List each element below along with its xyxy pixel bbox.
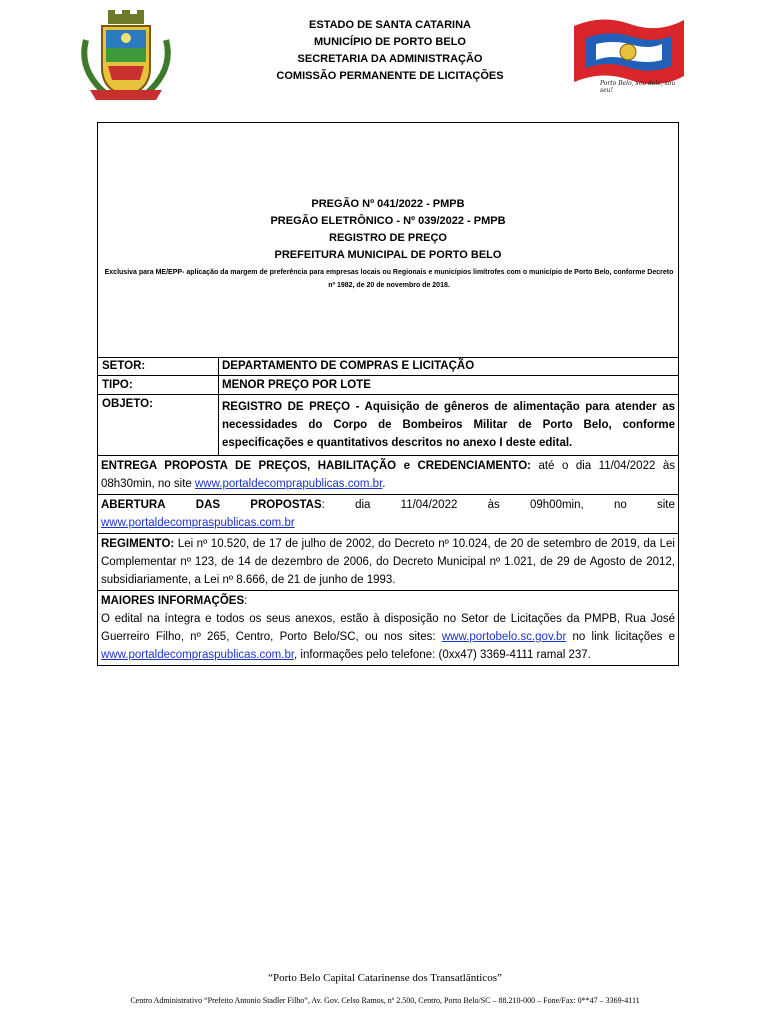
setor-value: DEPARTAMENTO DE COMPRAS E LICITAÇÃO xyxy=(219,358,678,376)
info-table xyxy=(97,358,679,666)
row-tipo xyxy=(98,376,678,395)
title-pregao: PREGÃO Nº 041/2022 - PMPB xyxy=(311,198,465,210)
abertura-date: 11/04/2022 xyxy=(400,499,458,511)
entrega-link[interactable]: www.portaldecomprapublicas.com.br xyxy=(194,478,383,490)
coat-of-arms-logo xyxy=(76,10,176,104)
entrega-paragraph: ENTREGA PROPOSTA DE PREÇOS, HABILITAÇÃO e CREDENCIAMENTO: até o dia 11/04/2022 às 08h30min, no site www.portaldecomprapublicas.com.br. xyxy=(98,456,678,495)
objeto-label: OBJETO: xyxy=(98,395,219,456)
portal-compras-link[interactable]: www.portaldecompraspublicas.com.br xyxy=(101,649,295,661)
row-objeto xyxy=(98,395,678,456)
maiores-text: O edital na íntegra e todos os seus anexos, estão à disposição no Setor de Licitações da PMPB, Rua José Guerreiro Filho, nº 265, Centro, Porto Belo/SC, ou nos sites: xyxy=(101,613,675,643)
exclusive-notice: Exclusiva para ME/EPP- aplicação da margem de preferência para empresas locais ou Regionais e municípios limítrofes com o município de Porto Belo, conforme Decreto nº 1982, de 20 de novembro de 2018. xyxy=(104,269,674,289)
title-box xyxy=(97,122,679,358)
footer-address: Centro Administrativo “Prefeito Antonio Stadler Filho”, Av. Gov. Celso Ramos, nº 2.500, Centro, Porto Belo/SC – 88.210-000 – Fone/Fax: 0**47 – 3369-4111 xyxy=(130,996,640,1005)
maiores-label: MAIORES INFORMAÇÕES xyxy=(101,595,245,607)
abertura-word: no xyxy=(613,499,627,511)
title-prefeitura: PREFEITURA MUNICIPAL DE PORTO BELO xyxy=(274,249,502,261)
abertura-word: ABERTURA xyxy=(101,499,166,511)
abertura-paragraph xyxy=(98,495,678,534)
regimento-paragraph xyxy=(98,534,678,591)
header-commission: COMISSÃO PERMANENTE DE LICITAÇÕES xyxy=(276,70,504,82)
abertura-line xyxy=(101,496,675,514)
title-registro-preco: REGISTRO DE PREÇO xyxy=(329,232,447,244)
objeto-value: REGISTRO DE PREÇO - Aquisição de gêneros de alimentação para atender as necessidades do Corpo de Bombeiros Militar de Porto Belo, conforme especificações e quantitativos descritos no anexo I deste edital. xyxy=(219,395,678,456)
maiores-paragraph: MAIORES INFORMAÇÕES: O edital na íntegra e todos os seus anexos, estão à disposição no Setor de Licitações da PMPB, Rua José Guerreiro Filho, nº 265, Centro, Porto Belo/SC, ou nos sites: www.portobelo.sc.gov.br no link licitações e www.portaldecompraspublicas.com.br, informações pelo telefone: (0xx47) 3369-4111 ramal 237. xyxy=(101,595,675,661)
title-pregao-eletronico: PREGÃO ELETRÔNICO - Nº 039/2022 - PMPB xyxy=(270,215,506,227)
abertura-word: PROPOSTAS xyxy=(250,499,322,511)
abertura-propostas: PROPOSTAS: xyxy=(250,499,325,511)
abertura-word: às xyxy=(487,499,500,511)
document-header xyxy=(240,17,540,85)
abertura-word: dia xyxy=(355,499,371,511)
header-secretariat: SECRETARIA DA ADMINISTRAÇÃO xyxy=(297,53,483,65)
title-lines xyxy=(98,196,678,264)
abertura-word: DAS xyxy=(195,499,221,511)
abertura-link[interactable]: www.portaldecompraspublicas.com.br xyxy=(101,517,295,529)
regimento-label: REGIMENTO: xyxy=(101,538,175,550)
maiores-text: , informações pelo telefone: (0xx47) 3369-4111 ramal 237. xyxy=(294,649,591,661)
tipo-label: TIPO: xyxy=(98,376,219,395)
setor-label: SETOR: xyxy=(98,358,219,376)
abertura-time: 09h00min, xyxy=(530,499,584,511)
entrega-text: até o dia 11/04/2022 às 08h30min, no site xyxy=(101,460,675,490)
row-setor xyxy=(98,358,678,376)
footer-slogan: “Porto Belo Capital Catarinense dos Transatlânticos” xyxy=(268,972,502,984)
header-municipality: MUNICÍPIO DE PORTO BELO xyxy=(314,36,466,48)
entrega-label: ENTREGA PROPOSTA DE PREÇOS, HABILITAÇÃO e CREDENCIAMENTO: xyxy=(101,460,531,472)
regimento-text: Lei nº 10.520, de 17 de julho de 2002, do Decreto nº 10.024, de 20 de setembro de 2019, da Lei Complementar nº 123, de 14 de dezembro de 2006, do Decreto Municipal nº 1.021, de 29 de Agosto de 2012, subsidiariamente, a Lei nº 8.666, de 21 de junho de 1993. xyxy=(101,538,675,586)
abertura-word: site xyxy=(656,499,675,511)
flag-motto: Porto Belo, sou dele, sou seu! xyxy=(600,80,676,94)
header-state: ESTADO DE SANTA CATARINA xyxy=(309,19,471,31)
maiores-text: no link licitações e xyxy=(566,631,675,643)
portobelo-link[interactable]: www.portobelo.sc.gov.br xyxy=(441,631,567,643)
tipo-value: MENOR PREÇO POR LOTE xyxy=(219,376,678,395)
